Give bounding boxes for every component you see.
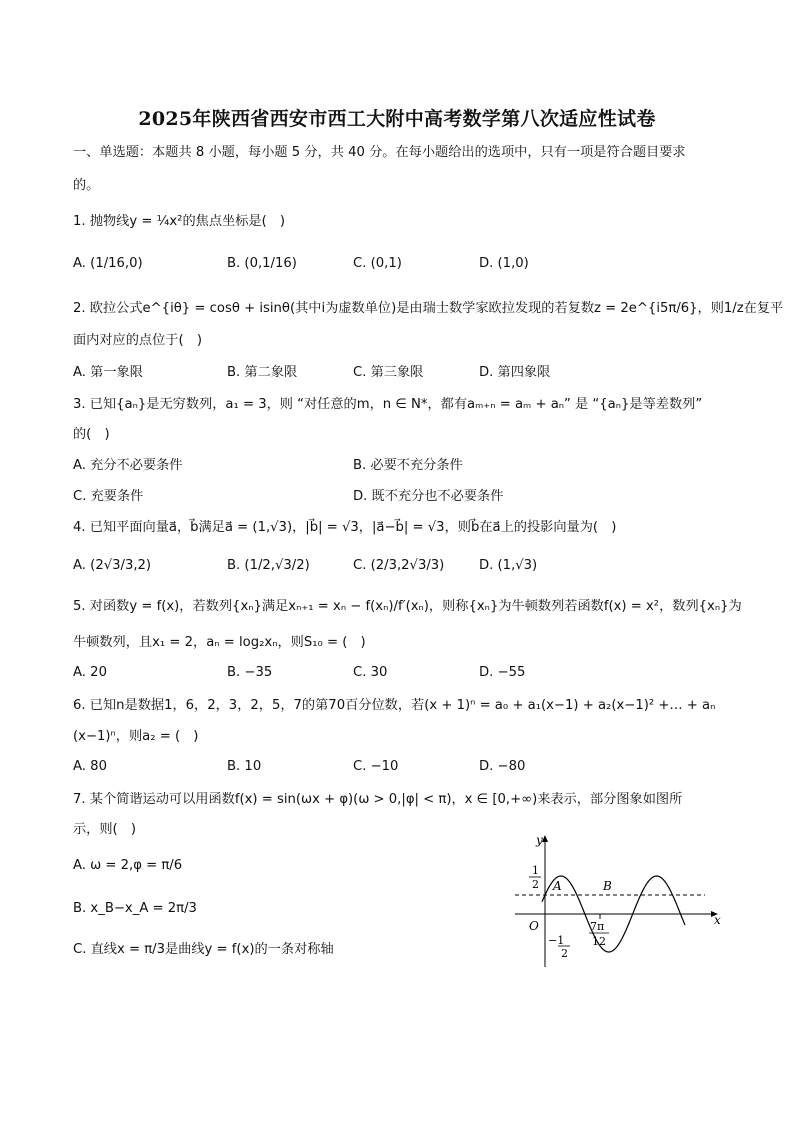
q7-option-b[interactable]: B. x_B−x_A = 2π/3: [73, 901, 197, 916]
tick-label-den: 12: [592, 935, 606, 948]
q5-option-c[interactable]: C. 30: [353, 665, 388, 680]
question-2: 2. 欧拉公式e^{iθ} = cosθ + isinθ(其中i为虚数单位)是由瑞士数学家欧拉发现的若复数z = 2e^{i5π/6}，则1/z在复平: [73, 301, 784, 316]
sine-graph-figure: [510, 832, 730, 972]
q3-option-c[interactable]: C. 充要条件: [73, 489, 144, 504]
neg-half-label-den: 2: [561, 947, 568, 960]
section-heading-cont: 的。: [73, 178, 100, 193]
question-6-cont: (x−1)ⁿ，则a₂ = ( ): [73, 729, 199, 744]
q7-option-c[interactable]: C. 直线x = π/3是曲线y = f(x)的一条对称轴: [73, 942, 334, 957]
tick-label-num: 7π: [590, 920, 605, 933]
q7-option-a[interactable]: A. ω = 2,φ = π/6: [73, 858, 183, 873]
question-7-cont: 示，则( ): [73, 822, 137, 837]
question-3: 3. 已知{aₙ}是无穷数列，a₁ = 3，则 “对任意的m，n ∈ N*，都有aₘ₊ₙ = aₘ + aₙ” 是 “{aₙ}是等差数列”: [73, 397, 703, 412]
page-title: 2025年陕西省西安市西工大附中高考数学第八次适应性试卷: [138, 108, 656, 130]
q3-option-a[interactable]: A. 充分不必要条件: [73, 458, 183, 473]
question-3-cont: 的( ): [73, 427, 110, 442]
section-heading: 一、单选题：本题共 8 小题，每小题 5 分，共 40 分。在每小题给出的选项中，只有一项是符合题目要求: [73, 145, 686, 160]
q6-option-c[interactable]: C. −10: [353, 759, 399, 774]
question-6: 6. 已知n是数据1，6，2，3，2，5，7的第70百分位数，若(x + 1)ⁿ = a₀ + a₁(x−1) + a₂(x−1)² +… + aₙ: [73, 698, 716, 713]
q3-option-d[interactable]: D. 既不充分也不必要条件: [353, 489, 504, 504]
q1-option-c[interactable]: C. (0,1): [353, 256, 402, 271]
q4-option-c[interactable]: C. (2/3,2√3/3): [353, 558, 445, 573]
q2-option-a[interactable]: A. 第一象限: [73, 365, 143, 380]
q1-option-a[interactable]: A. (1/16,0): [73, 256, 143, 271]
point-a-label: A: [553, 879, 562, 893]
y-axis-arrow-icon: [542, 835, 548, 842]
y-axis-label: y: [536, 833, 543, 847]
question-5: 5. 对函数y = f(x)，若数列{xₙ}满足xₙ₊₁ = xₙ − f(xₙ)/f′(xₙ)，则称{xₙ}为牛顿数列若函数f(x) = x²，数列{xₙ}为: [73, 599, 742, 614]
neg-half-label-num: −1: [548, 934, 565, 947]
half-label-den: 2: [532, 878, 539, 891]
q5-option-a[interactable]: A. 20: [73, 665, 107, 680]
q2-option-d[interactable]: D. 第四象限: [479, 365, 551, 380]
q3-option-b[interactable]: B. 必要不充分条件: [353, 458, 463, 473]
q1-option-d[interactable]: D. (1,0): [479, 256, 529, 271]
q2-option-b[interactable]: B. 第二象限: [227, 365, 298, 380]
q4-option-d[interactable]: D. (1,√3): [479, 558, 538, 573]
x-axis-label: x: [714, 913, 721, 927]
q5-option-d[interactable]: D. −55: [479, 665, 526, 680]
q6-option-b[interactable]: B. 10: [227, 759, 262, 774]
origin-label: O: [529, 919, 539, 933]
q6-option-d[interactable]: D. −80: [479, 759, 526, 774]
q4-option-b[interactable]: B. (1/2,√3/2): [227, 558, 310, 573]
question-5-cont: 牛顿数列，且x₁ = 2，aₙ = log₂xₙ，则S₁₀ = ( ): [73, 635, 366, 650]
half-label-num: 1: [532, 864, 539, 877]
question-4: 4. 已知平面向量a⃗，b⃗满足a⃗ = (1,√3)，|b⃗| = √3，|a⃗−b⃗| = √3，则b⃗在a⃗上的投影向量为( ): [73, 520, 617, 535]
q2-option-c[interactable]: C. 第三象限: [353, 365, 424, 380]
question-1: 1. 抛物线y = ¼x²的焦点坐标是( ): [73, 214, 286, 229]
question-7: 7. 某个简谐运动可以用函数f(x) = sin(ωx + φ)(ω > 0,|φ| < π)，x ∈ [0,+∞)来表示，部分图象如图所: [73, 792, 683, 807]
q1-option-b[interactable]: B. (0,1/16): [227, 256, 297, 271]
q6-option-a[interactable]: A. 80: [73, 759, 107, 774]
point-b-label: B: [603, 879, 612, 893]
q5-option-b[interactable]: B. −35: [227, 665, 273, 680]
q4-option-a[interactable]: A. (2√3/3,2): [73, 558, 152, 573]
question-2-cont: 面内对应的点位于( ): [73, 333, 202, 348]
